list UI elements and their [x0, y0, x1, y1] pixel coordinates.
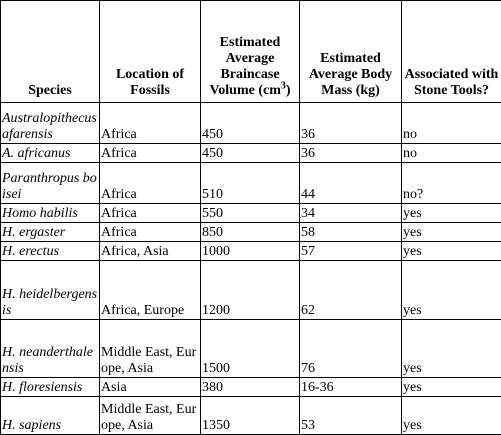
braincase-cell: 450 — [201, 144, 300, 163]
species-cell: A. africanus — [1, 144, 100, 163]
braincase-cell: 850 — [201, 223, 300, 242]
location-cell: Asia — [100, 378, 201, 397]
braincase-cell: 550 — [201, 204, 300, 223]
tools-cell: yes — [402, 397, 501, 435]
header-location: Location of Fossils — [100, 1, 201, 103]
location-cell: Africa, Europe — [100, 261, 201, 320]
species-cell: H. heidelbergensis — [1, 261, 100, 320]
location-cell: Africa — [100, 223, 201, 242]
table-row — [1, 204, 501, 223]
location-cell: Africa — [100, 163, 201, 204]
mass-cell: 34 — [300, 204, 402, 223]
header-braincase — [201, 1, 300, 103]
header-braincase-sup: 3 — [280, 80, 286, 92]
location-cell: Africa — [100, 204, 201, 223]
species-cell: Australopithecus afarensis — [1, 103, 100, 144]
species-cell: Homo habilis — [1, 204, 100, 223]
mass-cell: 58 — [300, 223, 402, 242]
table-header-row — [1, 1, 501, 103]
table-row — [1, 242, 501, 261]
header-stone-tools: Associated with Stone Tools? — [402, 1, 501, 103]
table-row — [1, 223, 501, 242]
braincase-cell: 450 — [201, 103, 300, 144]
species-cell: H. neanderthalensis — [1, 320, 100, 378]
braincase-cell: 1350 — [201, 397, 300, 435]
species-cell: Paranthropus boisei — [1, 163, 100, 204]
species-cell: H. erectus — [1, 242, 100, 261]
header-braincase-text: Estimated Average Braincase Volume (cm — [209, 35, 281, 98]
tools-cell: no? — [402, 163, 501, 204]
header-body-mass: Estimated Average Body Mass (kg) — [300, 1, 402, 103]
table-row — [1, 378, 501, 397]
braincase-cell: 1500 — [201, 320, 300, 378]
mass-cell: 44 — [300, 163, 402, 204]
tools-cell: no — [402, 144, 501, 163]
species-cell: H. ergaster — [1, 223, 100, 242]
header-species: Species — [1, 1, 100, 103]
mass-cell: 62 — [300, 261, 402, 320]
table-row — [1, 397, 501, 435]
tools-cell: yes — [402, 242, 501, 261]
location-cell: Africa — [100, 144, 201, 163]
location-cell: Middle East, Europe, Asia — [100, 320, 201, 378]
mass-cell: 76 — [300, 320, 402, 378]
table-row — [1, 103, 501, 144]
location-cell: Middle East, Europe, Asia — [100, 397, 201, 435]
mass-cell: 53 — [300, 397, 402, 435]
tools-cell: yes — [402, 261, 501, 320]
braincase-cell: 380 — [201, 378, 300, 397]
species-cell: H. floresiensis — [1, 378, 100, 397]
tools-cell: yes — [402, 378, 501, 397]
location-cell: Africa, Asia — [100, 242, 201, 261]
header-braincase-end: ) — [285, 83, 291, 98]
mass-cell: 57 — [300, 242, 402, 261]
tools-cell: yes — [402, 204, 501, 223]
species-cell: H. sapiens — [1, 397, 100, 435]
tools-cell: yes — [402, 223, 501, 242]
table-row — [1, 163, 501, 204]
braincase-cell: 510 — [201, 163, 300, 204]
mass-cell: 36 — [300, 103, 402, 144]
table-row — [1, 320, 501, 378]
mass-cell: 16-36 — [300, 378, 402, 397]
location-cell: Africa — [100, 103, 201, 144]
table-row — [1, 261, 501, 320]
braincase-cell: 1200 — [201, 261, 300, 320]
tools-cell: no — [402, 103, 501, 144]
mass-cell: 36 — [300, 144, 402, 163]
braincase-cell: 1000 — [201, 242, 300, 261]
tools-cell: yes — [402, 320, 501, 378]
table-row — [1, 144, 501, 163]
